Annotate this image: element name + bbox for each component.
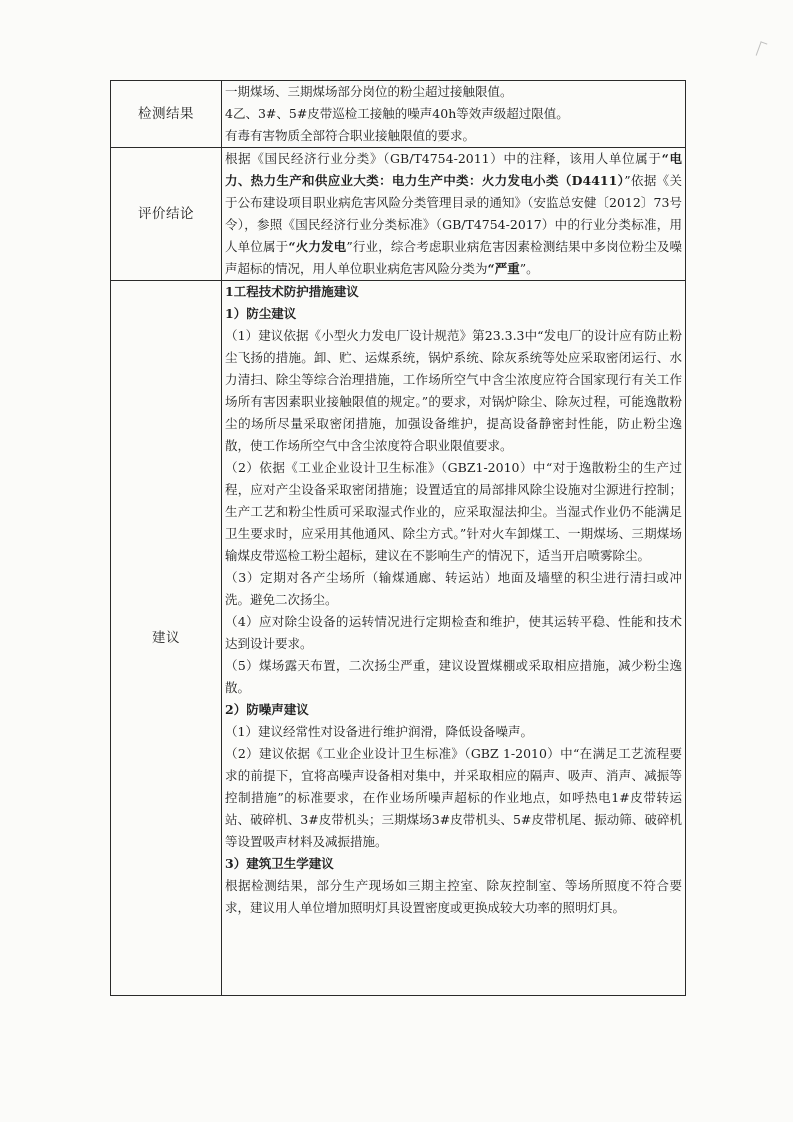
noise-item-1: （1）建议经常性对设备进行维护润滑，降低设备噪声。 xyxy=(225,724,533,739)
conclusion-industry-category: “电力、热力生产和供应业大类：电力生产中类：火力发电小类（D4411） xyxy=(225,151,682,188)
conclusion-paragraph xyxy=(225,148,682,280)
dust-item-4: （4）应对除尘设备的运转情况进行定期检查和维护，使其运转平稳、性能和技术达到设计要求。 xyxy=(225,614,682,651)
dust-item-1: （1）建议依据《小型火力发电厂设计规范》第23.3.3中“发电厂的设计应有防止粉尘飞扬的措施。卸、贮、运煤系统，锅炉系统、除灰系统等处应采取密闭运行、水力清扫、除尘等综合治理措施，工作场所空气中含尘浓度应符合国家现行有关工作场所有害因素职业接触限值的规定。”的要求，对锅炉除尘、除灰过程，可能逸散粉尘的场所尽量采取密闭措施，加强设备维护，提高设备静密封性能，防止粉尘逸散，使工作场所空气中含尘浓度符合职业限值要求。 xyxy=(225,328,682,453)
scan-mark xyxy=(756,41,768,57)
noise-heading: 2）防噪声建议 xyxy=(225,702,309,717)
result-line-2: 4乙、3#、5#皮带巡检工接触的噪声40h等效声级超过限值。 xyxy=(225,106,569,121)
conclusion-industry: “火力发电 xyxy=(288,239,347,254)
conclusion-seg-7: ”。 xyxy=(519,261,539,276)
report-table xyxy=(110,80,686,996)
label-evaluation-conclusion: 评价结论 xyxy=(111,148,222,281)
building-heading: 3）建筑卫生学建议 xyxy=(225,856,334,871)
result-line-1: 一期煤场、三期煤场部分岗位的粉尘超过接触限值。 xyxy=(225,84,513,99)
cell-evaluation-conclusion xyxy=(222,148,686,281)
result-line-3: 有毒有害物质全部符合职业接触限值的要求。 xyxy=(225,128,476,143)
advice-heading: 1工程技术防护措施建议 xyxy=(225,284,359,299)
label-detection-result: 检测结果 xyxy=(111,81,222,148)
conclusion-seg-1: 根据《国民经济行业分类》（GB/T4754-2011）中的注释，该用人单位属于 xyxy=(225,151,662,166)
dust-item-5: （5）煤场露天布置，二次扬尘严重，建议设置煤棚或采取相应措施，减少粉尘逸散。 xyxy=(225,658,682,695)
building-item: 根据检测结果，部分生产现场如三期主控室、除灰控制室、等场所照度不符合要求，建议用人单位增加照明灯具设置密度或更换成较大功率的照明灯具。 xyxy=(225,878,682,915)
cell-advice xyxy=(222,281,686,996)
row-evaluation-conclusion xyxy=(111,148,686,281)
row-advice xyxy=(111,281,686,996)
conclusion-seg-5: ”行业，综合考虑职业病危害因素检测结果中多岗位粉尘及噪声超标的情况，用人单位职业病危害风险分类为 xyxy=(225,239,682,276)
noise-item-2: （2）建议依据《工业企业设计卫生标准》（GBZ 1-2010）中“在满足工艺流程要求的前提下，宜将高噪声设备相对集中，并采取相应的隔声、吸声、消声、减振等控制措施”的标准要求，在作业场所噪声超标的作业地点，如呼热电1#皮带转运站、破碎机、3#皮带机头；三期煤场3#皮带机头、5#皮带机尾、振动筛、破碎机等设置吸声材料及减振措施。 xyxy=(225,746,682,849)
dust-item-2: （2）依据《工业企业设计卫生标准》（GBZ1-2010）中“对于逸散粉尘的生产过程，应对产尘设备采取密闭措施；设置适宜的局部排风除尘设施对尘源进行控制；生产工艺和粉尘性质可采取湿式作业的，应采取湿法抑尘。当湿式作业仍不能满足卫生要求时，应采用其他通风、除尘方式。”针对火车卸煤工、一期煤场、三期煤场输煤皮带巡检工粉尘超标，建议在不影响生产的情况下，适当开启喷雾除尘。 xyxy=(225,460,682,563)
dust-item-3: （3）定期对各产尘场所（输煤通廊、转运站）地面及墙壁的积尘进行清扫或冲洗。避免二次扬尘。 xyxy=(225,570,682,607)
conclusion-seg-3: ”依据《关于公布建设项目职业病危害风险分类管理目录的通知》（安监总安健〔2012〕73号令），参照《国民经济行业分类标准》（GB/T4754-2017）中的行业分类标准，用人单位属于 xyxy=(225,173,683,254)
dust-heading: 1）防尘建议 xyxy=(225,306,297,321)
conclusion-risk-level: “严重 xyxy=(487,261,520,276)
cell-detection-result xyxy=(222,81,686,148)
row-detection-result xyxy=(111,81,686,148)
label-advice: 建议 xyxy=(111,281,222,996)
